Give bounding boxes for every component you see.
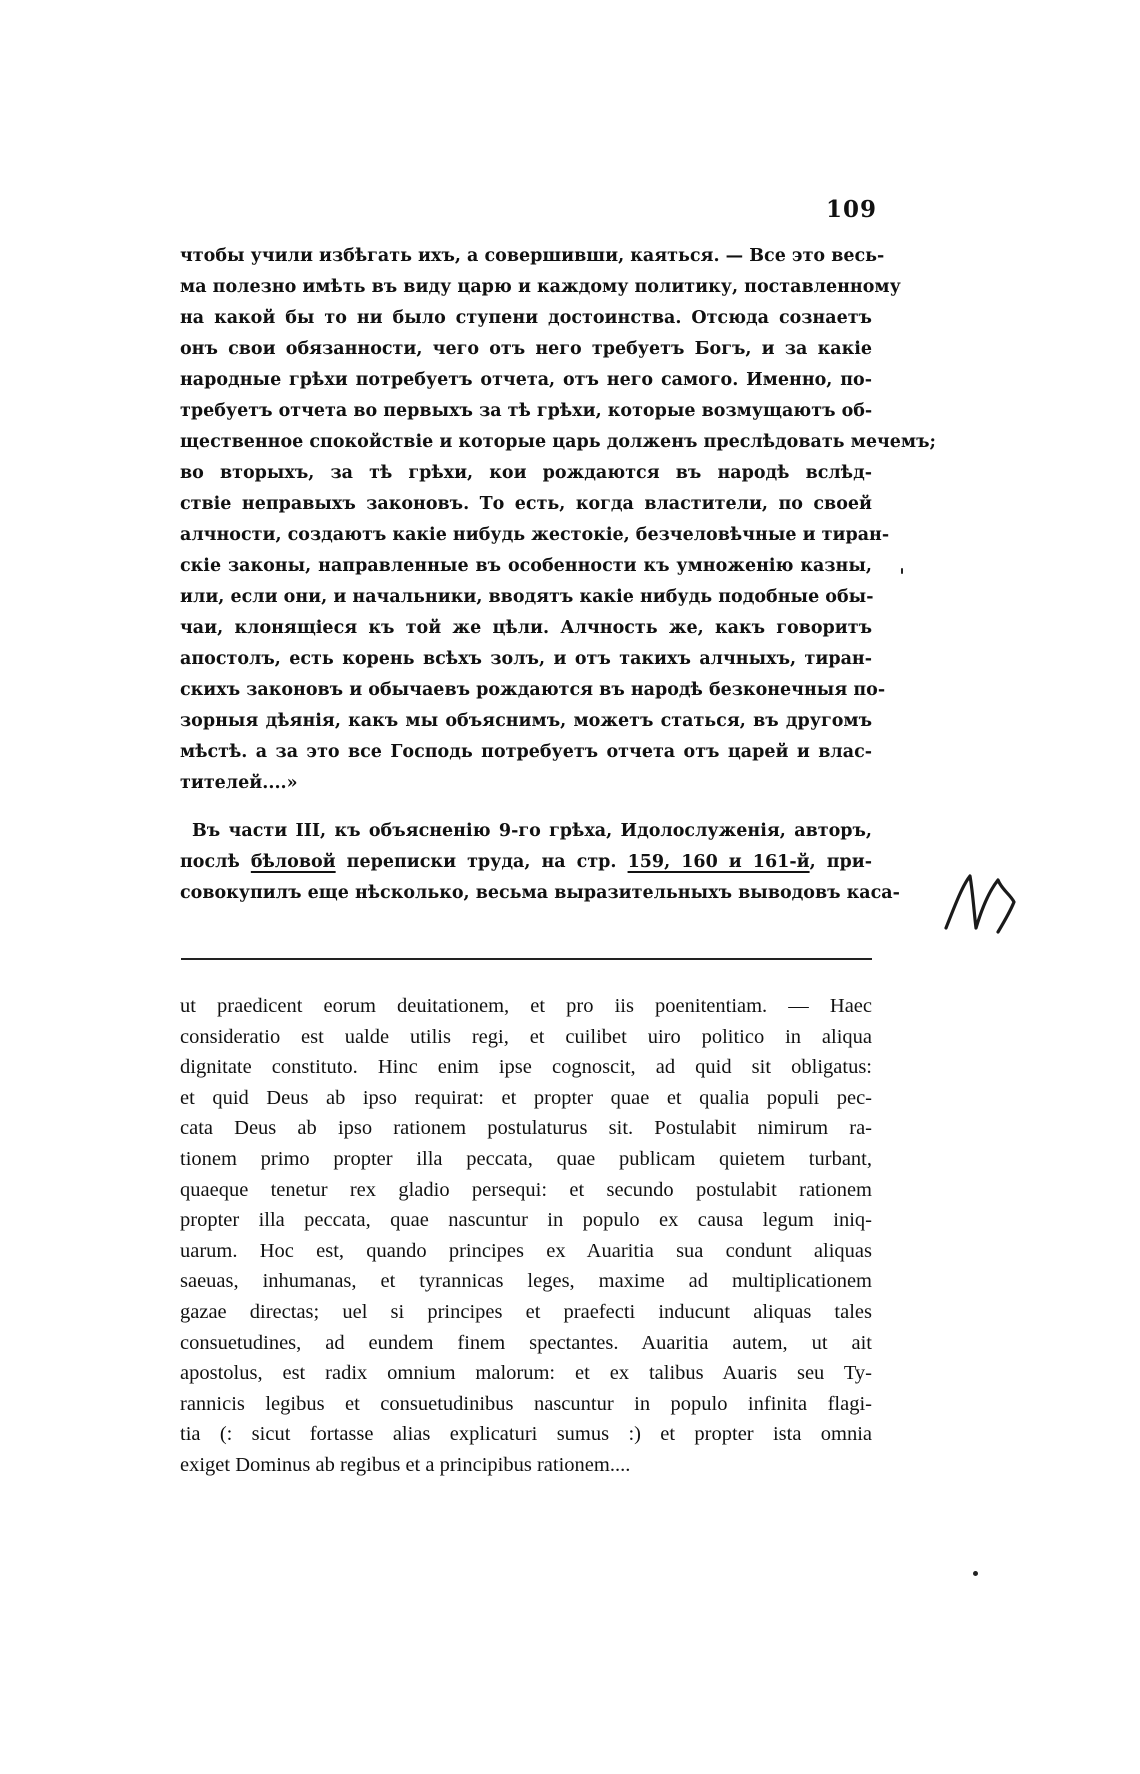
text-line: тителей....»	[180, 773, 298, 793]
text-line: народные грѣхи потребуетъ отчета, отъ него самого. Именно, по-	[180, 370, 872, 390]
text-line: или, если они, и начальники, вводятъ какіе нибудь подобные обы-	[180, 587, 874, 607]
underlined-page-refs: 159, 160 и 161-й	[627, 852, 810, 872]
text-line: saeuas, inhumanas, et tyrannicas leges, maxime ad multiplicationem	[180, 1270, 872, 1293]
text-line: ма полезно имѣть въ виду царю и каждому политику, поставленному	[180, 277, 901, 297]
text-line: на какой бы то ни было ступени достоинства. Отсюда сознаетъ	[180, 308, 872, 328]
text-line: алчности, создаютъ какіе нибудь жестокіе, безчеловѣчные и тиран-	[180, 525, 890, 545]
russian-paragraph-2	[180, 816, 900, 909]
text-line: exiget Dominus ab regibus et a principibus rationem....	[180, 1453, 631, 1476]
text-line: quaeque tenetur rex gladio persequi: et secundo postulabit rationem	[180, 1178, 872, 1201]
text-line: propter illa peccata, quae nascuntur in populo ex causa legum iniq-	[180, 1209, 872, 1232]
text-span: переписки труда, на стр.	[335, 852, 628, 872]
text-line: Въ части III, къ объясненію 9-го грѣха, Идолослуженія, авторъ,	[192, 821, 872, 841]
latin-footnote	[180, 991, 872, 1481]
text-line: во вторыхъ, за тѣ грѣхи, кои рождаются въ народѣ вслѣд-	[180, 463, 872, 483]
text-line: tionem primo propter illa peccata, quae publicam quietem turbant,	[180, 1147, 872, 1170]
russian-paragraph-1	[180, 241, 937, 799]
text-line: dignitate constituto. Hinc enim ipse cognoscit, ad quid sit obligatus:	[180, 1056, 872, 1079]
text-line: скихъ законовъ и обычаевъ рождаются въ народѣ безконечныя по-	[180, 680, 886, 700]
text-line: uarum. Hoc est, quando principes ex Auaritia sua condunt aliquas	[180, 1239, 872, 1262]
paper-speck	[973, 1571, 978, 1576]
text-line: онъ свои обязанности, чего отъ него требуетъ Богъ, и за какіе	[180, 339, 872, 359]
text-span: послѣ	[180, 852, 251, 872]
text-line: чтобы учили избѣгать ихъ, а совершивши, каяться. — Все это весь-	[180, 246, 885, 266]
text-line: ut praedicent eorum deuitationem, et pro iis poenitentiam. — Haec	[180, 995, 872, 1017]
text-line: apostolus, est radix omnium malorum: et ex talibus Auaris seu Ty-	[180, 1362, 872, 1385]
text-line: чаи, клонящіеся къ той же цѣли. Алчность же, какъ говоритъ	[180, 618, 872, 638]
text-span: , при-	[809, 852, 872, 872]
text-line: consuetudines, ad eundem finem spectantes. Auaritia autem, ut ait	[180, 1331, 872, 1354]
text-line: мѣстѣ. а за это все Господь потребуетъ отчета отъ царей и влас-	[180, 742, 872, 762]
handwritten-margin-mark	[940, 868, 1020, 938]
page-number: 109	[826, 196, 878, 223]
text-line: cata Deus ab ipso rationem postulaturus sit. Postulabit nimirum ra-	[180, 1117, 872, 1140]
text-line: et quid Deus ab ipso requirat: et propter quae et qualia populi pec-	[180, 1086, 872, 1109]
text-line: скіе законы, направленные въ особенности къ умноженію казны,	[180, 556, 872, 576]
text-line: ствіе неправыхъ законовъ. То есть, когда властители, по своей	[180, 494, 872, 514]
text-line: зорныя дѣянія, какъ мы объяснимъ, можетъ статься, въ другомъ	[180, 711, 872, 731]
text-line: апостолъ, есть корень всѣхъ золъ, и отъ такихъ алчныхъ, тиран-	[180, 649, 872, 669]
paper-speck	[901, 568, 903, 574]
text-line: gazae directas; uel si principes et praefecti inducunt aliquas tales	[180, 1300, 872, 1323]
text-line: щественное спокойствіе и которые царь долженъ преслѣдовать мечемъ;	[180, 432, 937, 452]
text-line: rannicis legibus et consuetudinibus nascuntur in populo infinita flagi-	[180, 1392, 872, 1415]
text-line: consideratio est ualde utilis regi, et cuilibet uiro politico in aliqua	[180, 1025, 872, 1048]
underlined-phrase: бѣловой	[250, 852, 336, 872]
text-line	[180, 847, 872, 878]
footnote-separator	[181, 958, 872, 960]
text-line: совокупилъ еще нѣсколько, весьма выразительныхъ выводовъ каса-	[180, 883, 900, 903]
text-line: требуетъ отчета во первыхъ за тѣ грѣхи, которые возмущаютъ об-	[180, 401, 873, 421]
text-line: tia (: sicut fortasse alias explicaturi sumus :) et propter ista omnia	[180, 1423, 872, 1446]
